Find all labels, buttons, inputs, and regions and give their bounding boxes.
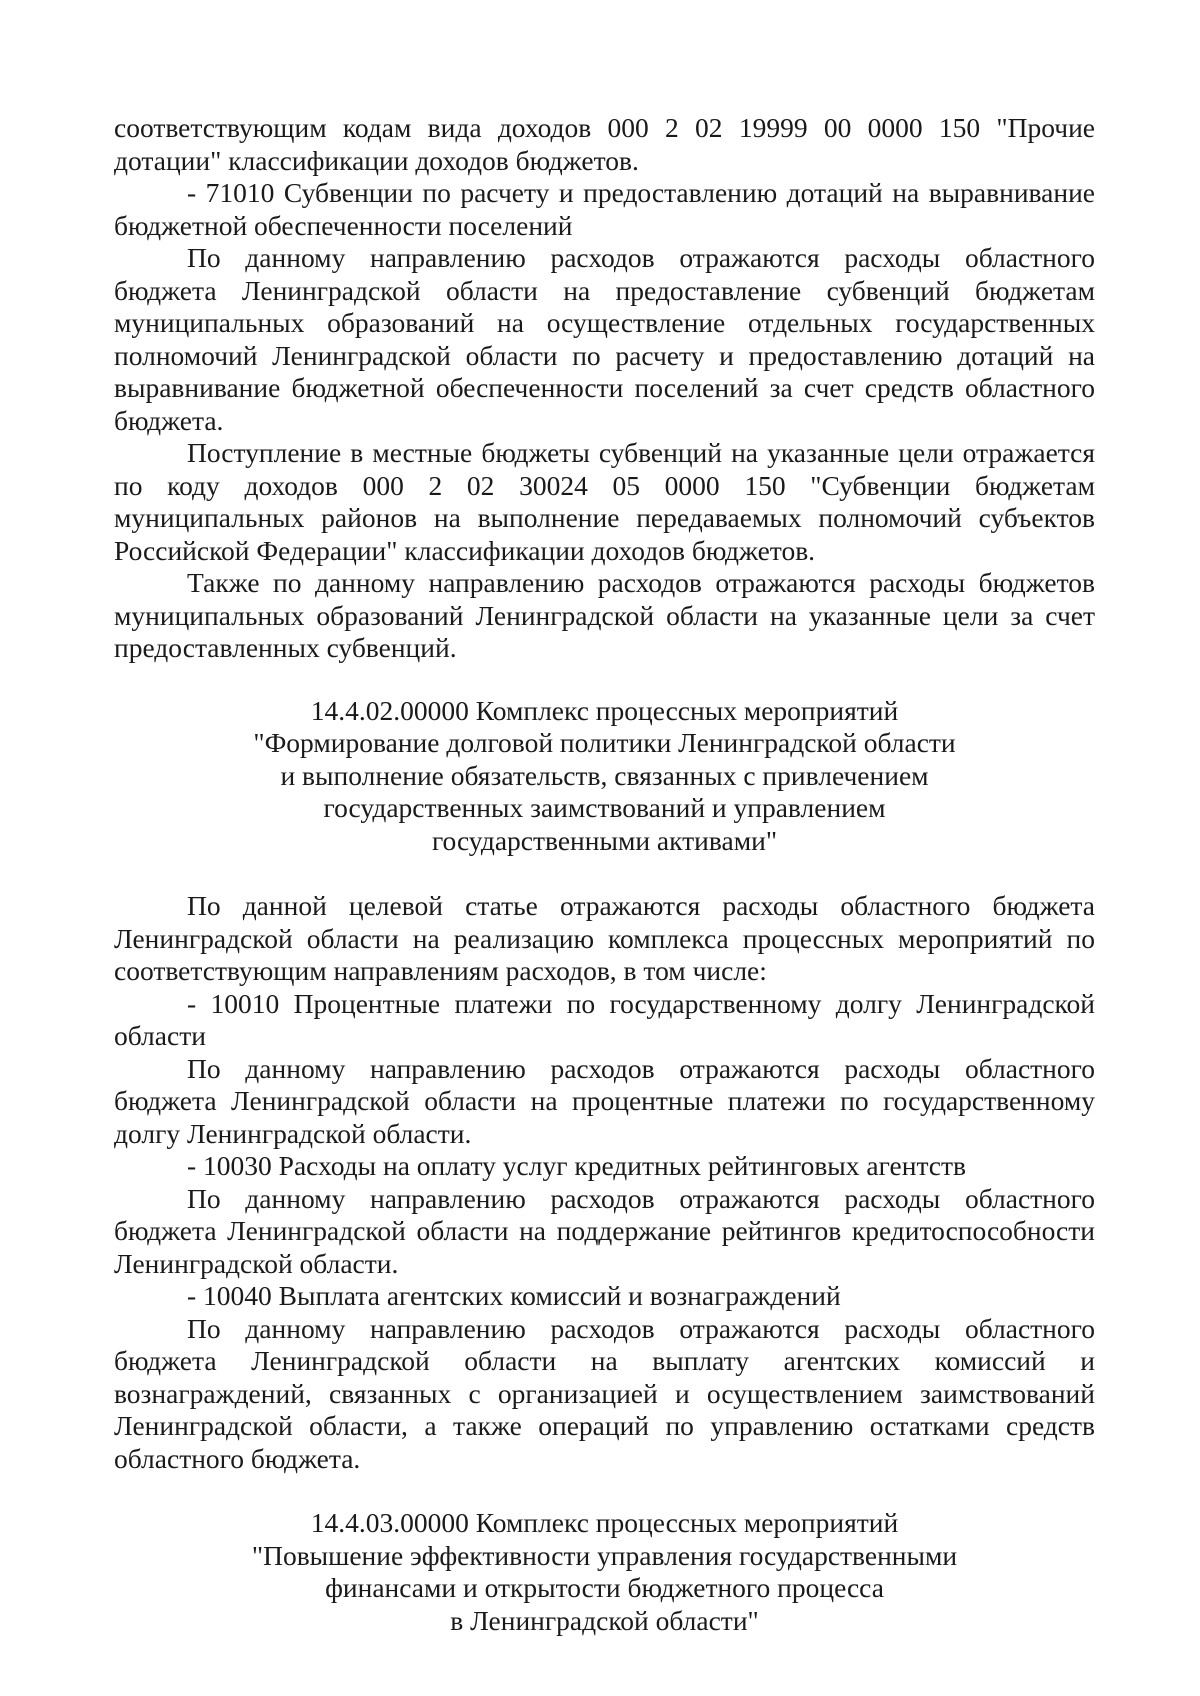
heading-line: "Формирование долговой политики Ленинградской области (253, 727, 956, 758)
paragraph: - 10010 Процентные платежи по государственному долгу Ленинградской области (114, 987, 1095, 1051)
paragraph: - 71010 Субвенции по расчету и предоставлению дотаций на выравнивание бюджетной обеспеченности поселений (114, 177, 1095, 241)
paragraph: По данному направлению расходов отражаются расходы областного бюджета Ленинградской области на поддержание рейтингов кредитоспособности Ленинградской области. (114, 1182, 1095, 1279)
heading-line: "Повышение эффективности управления государственными (251, 1539, 958, 1571)
paragraph: По данному направлению расходов отражаются расходы областного бюджета Ленинградской области на выплату агентских комиссий и вознаграждений, связанных с организацией и осуществлением заимствований Ленинградской области, а также операций по управлению остатками средств областного бюджета. (114, 1312, 1095, 1474)
paragraph: Поступление в местные бюджеты субвенций на указанные цели отражается по коду доходов 000 2 02 30024 05 0000 150 "Субвенции бюджетам муниципальных районов на выполнение передаваемых полномочий субъектов Российской Федерации" классификации доходов бюджетов. (114, 437, 1095, 566)
heading-line: 14.4.03.00000 Комплекс процессных мероприятий (310, 1507, 899, 1538)
heading-line: государственных заимствований и управлением (323, 792, 886, 823)
paragraph: соответствующим кодам вида доходов 000 2 02 19999 00 0000 150 "Прочие дотации" классификации доходов бюджетов. (114, 112, 1095, 176)
heading-line: в Ленинградской области" (450, 1604, 759, 1636)
section-heading-14-4-02 (114, 695, 1095, 858)
paragraph: - 10040 Выплата агентских комиссий и вознаграждений (187, 1280, 841, 1311)
heading-line: и выполнение обязательств, связанных с привлечением (280, 759, 929, 791)
document-body (114, 112, 1095, 1637)
heading-line: финансами и открытости бюджетного процесса (325, 1572, 884, 1603)
paragraph: Также по данному направлению расходов отражаются расходы бюджетов муниципальных образований Ленинградской области на указанные цели за счет предоставленных субвенций. (114, 567, 1095, 663)
heading-line: 14.4.02.00000 Комплекс процессных мероприятий (310, 694, 899, 726)
paragraph: По данной целевой статье отражаются расходы областного бюджета Ленинградской области на реализацию комплекса процессных мероприятий по соответствующим направлениям расходов, в том числе: (114, 890, 1095, 986)
paragraph: По данному направлению расходов отражаются расходы областного бюджета Ленинградской области на процентные платежи по государственному долгу Ленинградской области. (114, 1052, 1095, 1149)
heading-line: государственными активами" (431, 824, 778, 856)
paragraph: По данному направлению расходов отражаются расходы областного бюджета Ленинградской области на предоставление субвенций бюджетам муниципальных образований на осуществление отдельных государственных полномочий Ленинградской области по расчету и предоставлению дотаций на выравнивание бюджетной обеспеченности поселений за счет средств областного бюджета. (114, 242, 1095, 436)
paragraph: - 10030 Расходы на оплату услуг кредитных рейтинговых агентств (187, 1150, 967, 1181)
section-heading-14-4-03 (114, 1507, 1095, 1637)
